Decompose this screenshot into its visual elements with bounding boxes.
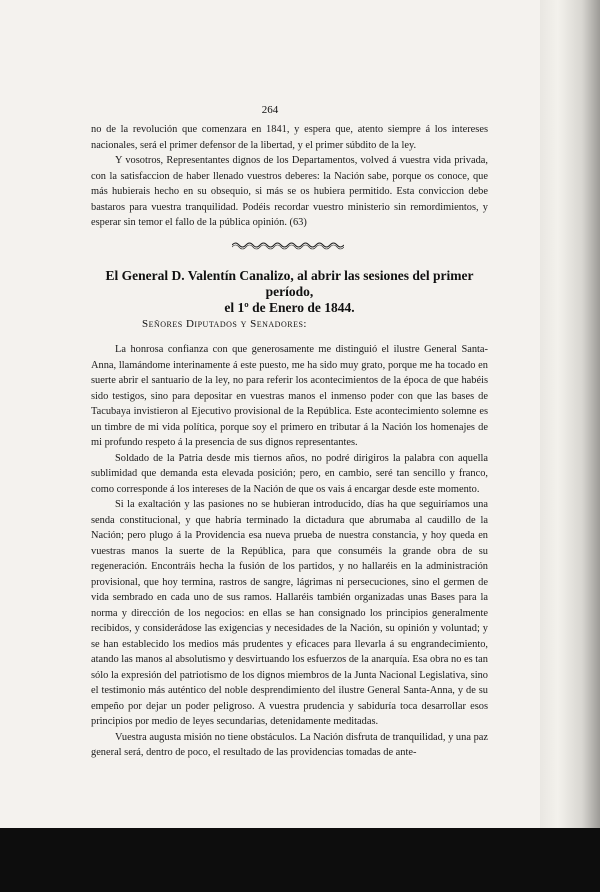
paragraph: Y vosotros, Representantes dignos de los Departamentos, volved á vuestra vida privada, con la satisfaccion de haber llenado vuestros deberes: la Nación sabe, porque os conoce, que más hubierais hecho en su obsequio, si más se os hubiera permitido. Esta conviccion debe bastaros para vuestra tranquilidad. Podéis recordar vuestro ministerio sin remordimientos, y esperar sin temor el fallo de la pública opinión. (63) [91, 155, 488, 228]
wavy-divider [232, 240, 344, 250]
paragraph: Vuestra augusta misión no tiene obstáculos. La Nación disfruta de tranquilidad, y una paz general será, dentro de poco, el resultado de las providencias tomadas de ante- [91, 731, 488, 758]
page-number: 264 [261, 104, 279, 116]
paragraph: Soldado de la Patria desde mis tiernos años, no podré dirigiros la palabra con aquella sublimidad que demanda esta elevada posición; pero, en cambio, seré tan sencillo y franco, como corresponde á los intereses de la Nación de que os vais á encargar desde este momento. [91, 452, 488, 495]
intro-text-block [91, 122, 488, 231]
body-text-block [91, 342, 488, 761]
salutation: Señores Diputados y Senadores: [142, 318, 307, 330]
paragraph: no de la revolución que comenzara en 1841, y espera que, atento siempre á los intereses nacionales, será el primer defensor de la libertad, y el primer súbdito de la ley. [91, 124, 488, 151]
scan-edge-bottom [0, 828, 600, 892]
paragraph: Si la exaltación y las pasiones no se hubieran introducido, días ha que seguiríamos una senda constitucional, y que habría terminado la dictadura que abrumaba al caudillo de la Nación; pero plugo á la Providencia esa nueva prueba de nuestra constancia, y hoy queda en vuestras manos la suerte de la República, para que consuméis la grande obra de su regeneración. Encontráis hecha la fusión de los partidos, y no hallaréis en la administración provisional, que hoy termina, rastros de sangre, lágrimas ni persecuciones, sino el germen de vida sembrado en cada uno de sus ramos. Hallaréis también organizadas unas Bases para la norma y dirección de los negocios: en ellas se han consignado los principios generalmente recibidos, y considerádose las exigencias y necesidades de la Nación, su opinión y voluntad; y se han establecido los medios más prudentes y eficaces para llevarla á su engrandecimiento, atando las manos al absolutismo y desvirtuando los esfuerzos de la anarquía. Esa obra no es tan sólo la expresión del patriotismo de los dignos miembros de la Junta Nacional Legislativa, sino el testimonio más auténtico del noble desprendimiento del ilustre General Santa-Anna, y de su empeño por dejar un poder peligroso. A vuestra prudencia y sabiduría toca desarrollar esos principios por medio de leyes secundarias, detenidamente meditadas. [91, 499, 488, 727]
section-title-line: el 1º de Enero de 1844. [224, 300, 355, 315]
section-title-line: El General D. Valentín Canalizo, al abrir las sesiones del primer período, [105, 268, 474, 299]
paragraph: La honrosa confianza con que generosamente me distinguió el ilustre General Santa-Anna, llamándome interinamente á este puesto, me ha sido muy grato, porque me ha tocado en suerte abrir el santuario de la ley, no para referir los acontecimientos de la época de que habéis sido testigos, sino para depositar en vuestras manos el inmenso poder con que las bases de Tacubaya invistieron al Ejecutivo provisional de la República. Este acontecimiento solemne es un timbre de mi vida política, porque soy el primero en tributar á la Nación los homenajes de mi profundo respeto á la presencia de sus dignos representantes. [91, 344, 488, 448]
scan-edge-right [540, 0, 600, 828]
section-title [91, 268, 488, 316]
